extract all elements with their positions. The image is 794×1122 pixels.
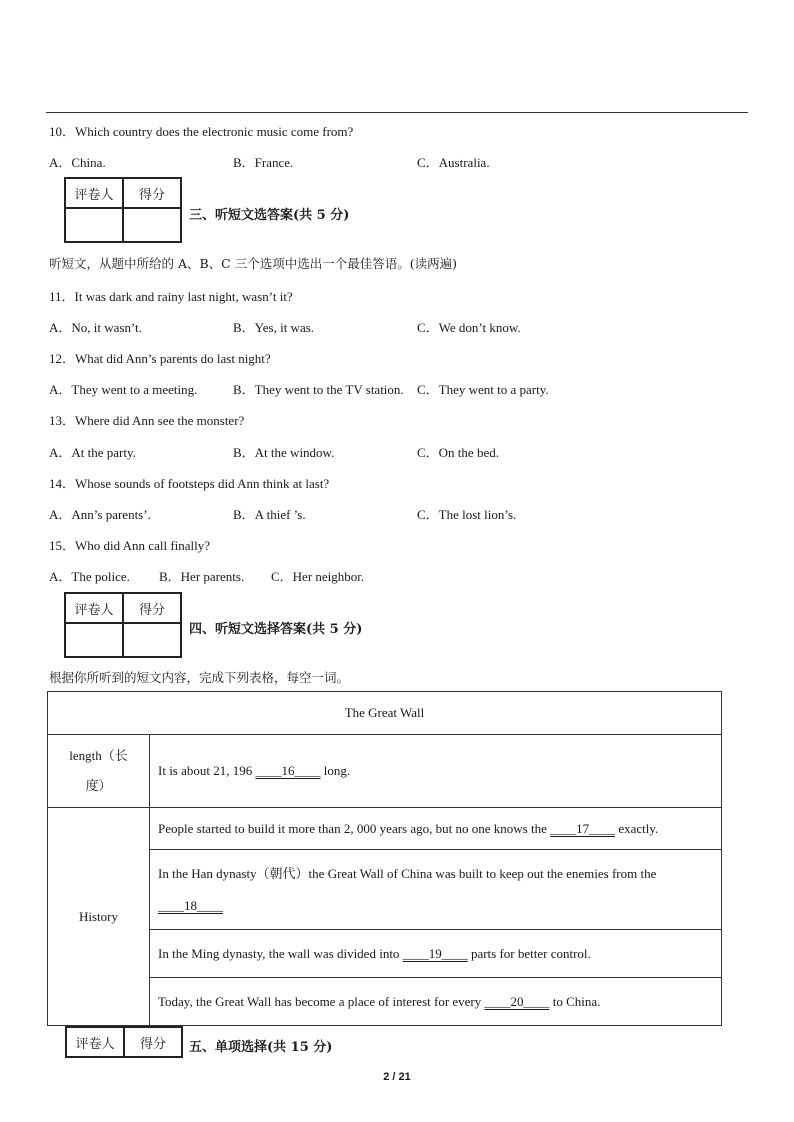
length-cell [150,735,722,808]
reviewer-header: 评卷人 [66,1027,124,1057]
great-wall-table [47,691,722,1026]
blank-17: ____17____ [550,820,616,836]
question-15-option-a: A．The police. [49,569,130,584]
score-box-section-4 [64,592,182,658]
history-4-post: to China. [549,993,601,1009]
history-3-pre: In the Ming dynasty, the wall was divided into [158,945,403,961]
score-header: 得分 [124,1027,182,1057]
question-13-option-c: C．On the bed. [417,445,499,460]
history-4-pre: Today, the Great Wall has become a place of interest for every [158,993,485,1009]
length-text-pre: It is about 21, 196 [158,763,256,778]
reviewer-cell [65,208,123,242]
history-row-2 [150,850,722,930]
question-12-option-a: A．They went to a meeting. [49,382,198,397]
question-14-option-a: A．Ann’s parents’. [49,507,151,522]
history-1-pre: People started to build it more than 2, 000 years ago, but no one knows the [158,820,551,836]
question-14-option-c: C．The lost lion’s. [417,507,517,522]
question-15-option-b: B．Her parents. [159,569,245,584]
score-cell [123,208,181,242]
section-5-title: 五、单项选择(共 15 分) [189,1040,333,1055]
question-11-option-a: A．No, it wasn’t. [49,320,142,335]
question-14-option-b: B．A thief ’s. [233,507,306,522]
history-row-3 [150,930,722,978]
question-13-option-b: B．At the window. [233,445,335,460]
question-12-option-c: C．They went to a party. [417,382,549,397]
score-header: 得分 [123,178,181,208]
length-text-post: long. [320,763,351,778]
question-11-stem: 11．It was dark and rainy last night, wasn’t it? [49,289,293,304]
blank-19: ____19____ [402,945,468,961]
history-row-1 [150,808,722,850]
table-title: The Great Wall [48,692,722,735]
question-12-option-b: B．They went to the TV station. [233,382,404,397]
history-1-post: exactly. [615,820,659,836]
score-header: 得分 [123,593,181,623]
score-box-section-5 [65,1026,183,1058]
history-2-line-1: In the Han dynasty（朝代）the Great Wall of China was built to keep out the enemies from the [158,865,657,881]
score-cell [123,623,181,657]
question-13-stem: 13．Where did Ann see the monster? [49,413,245,428]
question-10-option-b: B．France. [233,155,294,170]
blank-20: ____20____ [484,993,550,1009]
section-3-instruction: 听短文，从题中所给的 A、B、C 三个选项中选出一个最佳答语。(读两遍) [49,256,457,271]
section-4-title: 四、听短文选择答案(共 5 分) [189,622,363,637]
reviewer-cell [65,623,123,657]
page-number: 2 / 21 [383,1071,411,1083]
reviewer-header: 评卷人 [65,178,123,208]
score-box-section-3 [64,177,182,243]
history-3-post: parts for better control. [467,945,591,961]
length-label-line-1: length（长 [69,748,128,763]
question-13-option-a: A．At the party. [49,445,136,460]
blank-18: ____18____ [158,897,223,913]
length-label-cell [48,735,150,808]
question-10-option-c: C．Australia. [417,155,490,170]
reviewer-header: 评卷人 [65,593,123,623]
question-10-stem: 10．Which country does the electronic music come from? [49,124,354,139]
question-14-stem: 14．Whose sounds of footsteps did Ann think at last? [49,476,330,491]
question-12-stem: 12．What did Ann’s parents do last night? [49,351,271,366]
question-11-option-c: C．We don’t know. [417,320,521,335]
length-label-line-2: 度） [85,778,112,793]
section-3-title: 三、听短文选答案(共 5 分) [189,208,350,223]
header-rule [46,112,748,113]
history-row-4 [150,978,722,1026]
blank-16: ____16____ [255,763,321,778]
section-4-instruction: 根据你所听到的短文内容，完成下列表格，每空一词。 [49,670,350,685]
question-11-option-b: B．Yes, it was. [233,320,315,335]
question-15-option-c: C．Her neighbor. [271,569,365,584]
history-label: History [48,808,150,1026]
question-10-option-a: A．China. [49,155,106,170]
question-15-stem: 15．Who did Ann call finally? [49,538,211,553]
